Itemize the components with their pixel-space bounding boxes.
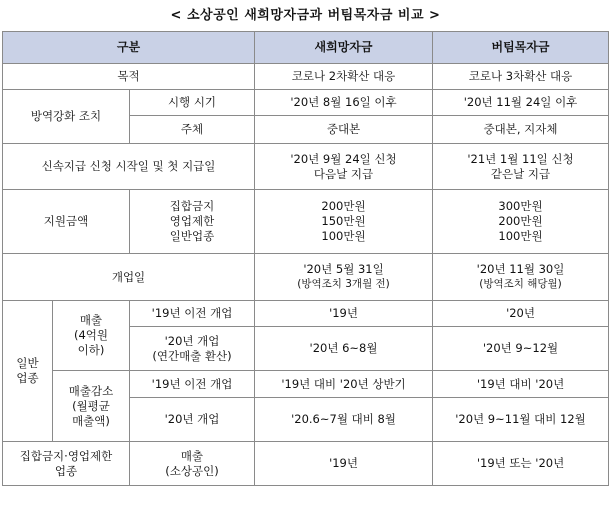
support-b-2: 200만원 (498, 214, 543, 228)
closure-label-line2: 업종 (54, 463, 78, 478)
cell-agent-a: 중대본 (255, 116, 433, 144)
closure-label-line1: 집합금지·영업제한 (19, 448, 113, 463)
sales-label-line2: (4억원 (73, 328, 109, 342)
table-row-closure (3, 442, 609, 486)
row-label-opening: 개업일 (3, 254, 255, 301)
support-type-2: 영업제한 (169, 214, 215, 228)
support-type-1: 집합금지 (169, 199, 215, 213)
sales-new-label-line2: (연간매출 환산) (152, 348, 232, 363)
cell-opening-b-line1: '20년 11월 30일 (476, 262, 565, 276)
sub-label-agent: 주체 (130, 116, 255, 144)
cell-payment-b (433, 144, 609, 190)
cell-payment-a-line2: 다음날 지급 (313, 166, 374, 181)
table-row-sales-before (3, 301, 609, 327)
table-row-opening (3, 254, 609, 301)
cell-payment-a (255, 144, 433, 190)
decline-label-line2: (월평균 (72, 398, 110, 413)
sub-label-closure (130, 442, 255, 486)
cell-decline-before-b: '19년 대비 '20년 (433, 371, 609, 398)
decline-label-line3: 매출액) (72, 413, 110, 428)
support-b-1: 300만원 (498, 199, 543, 213)
cell-support-b (433, 190, 609, 254)
cell-opening-a (255, 254, 433, 301)
decline-before-label: '19년 이전 개업 (130, 371, 255, 398)
sub-label-sales (53, 301, 130, 371)
cell-decline-new-b: '20년 9~11월 대비 12월 (433, 398, 609, 442)
header-row (3, 32, 609, 64)
page-title: < 소상공인 새희망자금과 버팀목자금 비교 > (170, 8, 441, 23)
comparison-table (2, 31, 609, 486)
row-label-closure (3, 442, 130, 486)
table-row-support (3, 190, 609, 254)
cell-purpose-b: 코로나 3차확산 대응 (433, 64, 609, 90)
table-row-payment-start (3, 144, 609, 190)
table-row-purpose (3, 64, 609, 90)
row-label-payment-start: 신속지급 신청 시작일 및 첫 지급일 (3, 144, 255, 190)
cell-period-b: '20년 11월 24일 이후 (433, 90, 609, 116)
cell-decline-before-a: '19년 대비 '20년 상반기 (255, 371, 433, 398)
cell-opening-a-line2: (방역조치 3개월 전) (297, 278, 390, 290)
cell-sales-new-b: '20년 9~12월 (433, 327, 609, 371)
cell-sales-before-a: '19년 (255, 301, 433, 327)
support-a-2: 150만원 (321, 214, 366, 228)
header-category: 구분 (3, 32, 255, 64)
sales-new-label-line1: '20년 개업 (164, 333, 220, 348)
row-label-purpose: 목적 (3, 64, 255, 90)
cell-support-a (255, 190, 433, 254)
cell-closure-a: '19년 (255, 442, 433, 486)
support-a-1: 200만원 (321, 199, 366, 213)
sales-before-label: '19년 이전 개업 (130, 301, 255, 327)
general-label-line1: 일반 (16, 356, 39, 370)
sub-label-decline (53, 371, 130, 442)
cell-payment-b-line2: 같은날 지급 (490, 166, 551, 181)
row-label-support: 지원금액 (3, 190, 130, 254)
cell-opening-b-line2: (방역조치 해당월) (479, 278, 562, 290)
closure-sub-line1: 매출 (180, 448, 204, 463)
support-a-3: 100만원 (321, 229, 366, 243)
sales-label-line1: 매출 (79, 313, 103, 327)
row-label-quarantine: 방역강화 조치 (3, 90, 130, 144)
row-label-general (3, 301, 53, 442)
header-new-hope-fund: 새희망자금 (255, 32, 433, 64)
cell-opening-a-line1: '20년 5월 31일 (303, 262, 384, 276)
sales-new-label (130, 327, 255, 371)
cell-opening-b (433, 254, 609, 301)
decline-new-label: '20년 개업 (130, 398, 255, 442)
cell-payment-b-line1: '21년 1월 11일 신청 (467, 151, 574, 166)
decline-label-line1: 매출감소 (68, 383, 114, 398)
cell-period-a: '20년 8월 16일 이후 (255, 90, 433, 116)
cell-purpose-a: 코로나 2차확산 대응 (255, 64, 433, 90)
sub-label-period: 시행 시기 (130, 90, 255, 116)
table-row-quarantine-period (3, 90, 609, 116)
table-row-decline-before (3, 371, 609, 398)
general-label-line2: 업종 (16, 371, 39, 385)
cell-payment-a-line1: '20년 9월 24일 신청 (290, 151, 397, 166)
cell-agent-b: 중대본, 지자체 (433, 116, 609, 144)
support-type-3: 일반업종 (169, 229, 215, 243)
support-b-3: 100만원 (498, 229, 543, 243)
cell-sales-before-b: '20년 (433, 301, 609, 327)
cell-closure-b: '19년 또는 '20년 (433, 442, 609, 486)
cell-sales-new-a: '20년 6~8월 (255, 327, 433, 371)
closure-sub-line2: (소상공인) (165, 463, 219, 478)
sub-label-support (130, 190, 255, 254)
header-beotimmok-fund: 버팀목자금 (433, 32, 609, 64)
sales-label-line3: 이하) (77, 343, 105, 357)
cell-decline-new-a: '20.6~7월 대비 8월 (255, 398, 433, 442)
